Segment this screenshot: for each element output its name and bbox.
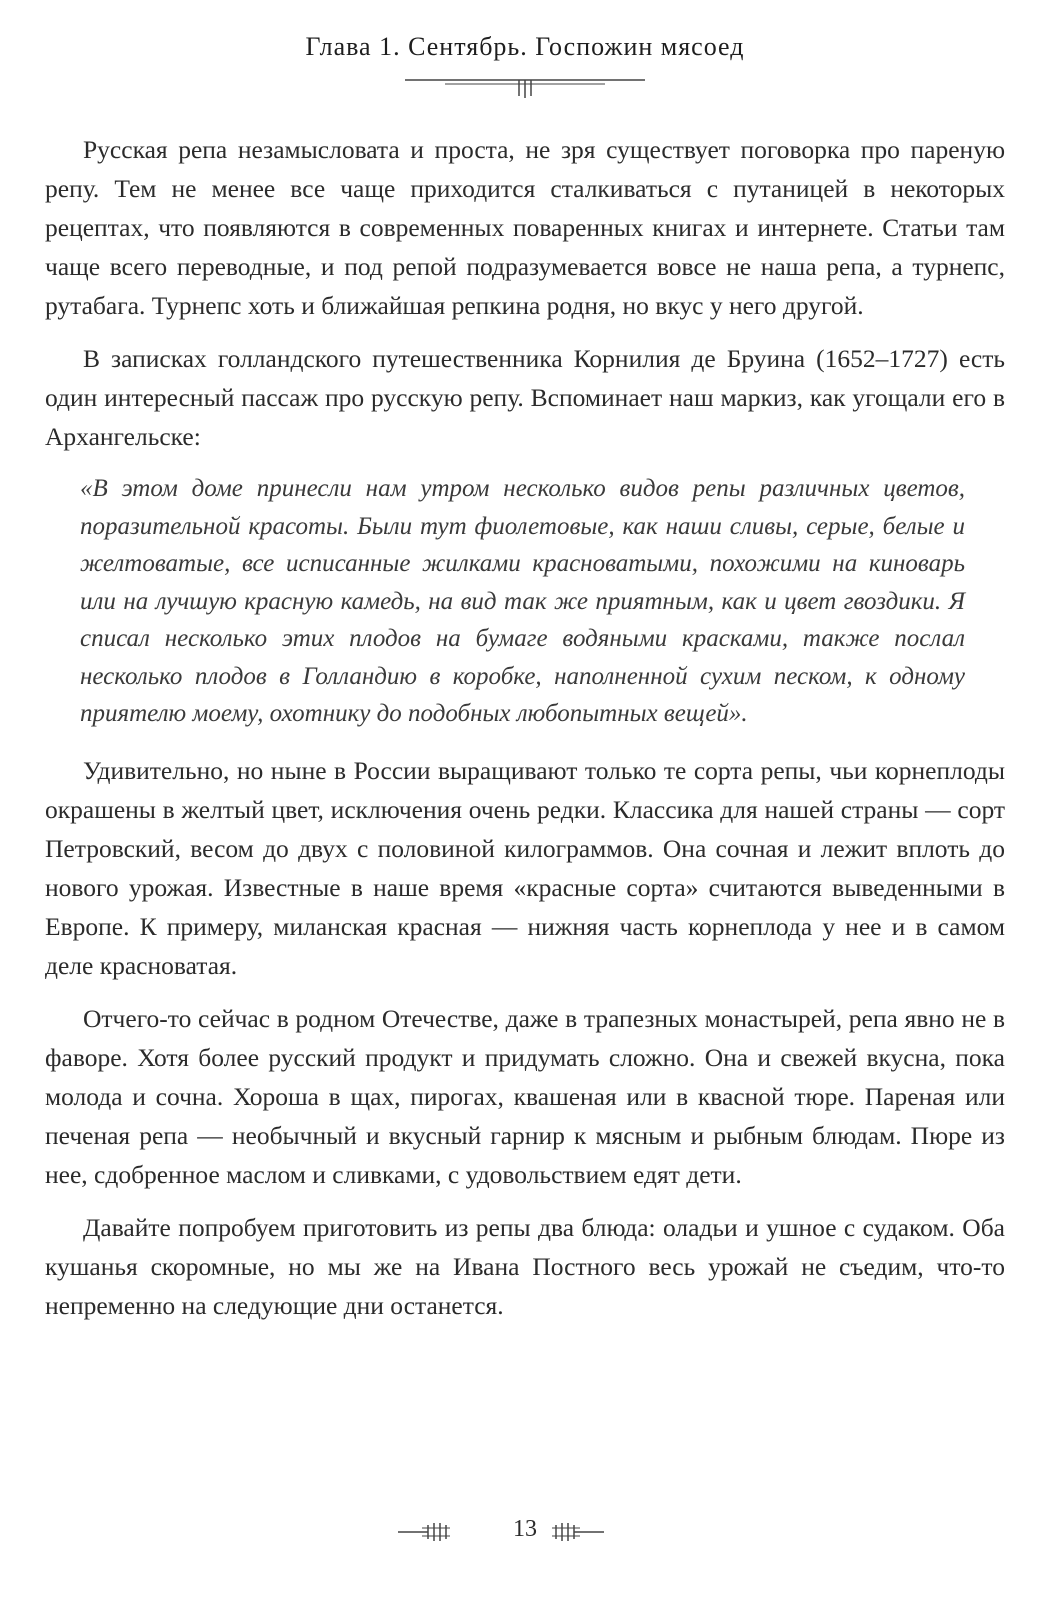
paragraph-5: Давайте попробуем приготовить из репы два блюда: оладьи и ушное с судаком. Оба кушанья скоромные, но мы же на Ивана Постного весь урожай не съедим, что-то непременно на следующие дни останется. bbox=[45, 1212, 1005, 1320]
header-ornament bbox=[405, 78, 645, 98]
page-number: 13 bbox=[513, 1516, 537, 1542]
running-head: Глава 1. Сентябрь. Госпожин мясоед bbox=[305, 32, 745, 61]
body-text bbox=[45, 130, 1005, 1339]
paragraph-1: Русская репа незамысловата и проста, не зря существует поговорка про пареную репу. Тем не менее все чаще приходится сталкиваться с путаницей в некоторых рецептах, что появляются в современных поваренных книгах и интернете. Статьи там чаще всего переводные, и под репой подразумевается вовсе не наша репа, а турнепс, рутабага. Турнепс хоть и ближайшая репкина родня, но вкус у него другой. bbox=[45, 135, 1005, 320]
paragraph-3: Удивительно, но ныне в России выращивают только те сорта репы, чьи корнеплоды окрашены в желтый цвет, исключения очень редки. Классика для нашей страны — сорт Петровский, весом до двух с половиной килограммов. Она сочная и лежит вплоть до нового урожая. Известные в наше время «красные сорта» считаются выведенными в Европе. К примеру, миланская красная — нижняя часть корнеплода у нее и в самом деле красноватая. bbox=[45, 755, 1005, 980]
paragraph-2: В записках голландского путешественника Корнилия де Бруина (1652–1727) есть один интересный пассаж про русскую репу. Вспоминает наш маркиз, как угощали его в Архангельске: bbox=[45, 344, 1005, 451]
paragraph-4: Отчего-то сейчас в родном Отечестве, даже в трапезных монастырей, репа явно не в фаворе. Хотя более русский продукт и придумать сложно. Она и свежей вкусна, пока молода и сочна. Хороша в щах, пирогах, квашеная или в квасной тюре. Пареная или печеная репа — необычный и вкусный гарнир к мясным и рыбным блюдам. Пюре из нее, сдобренное маслом и сливками, с удовольствием едят дети. bbox=[45, 1003, 1005, 1189]
footer-ornament-right bbox=[552, 1522, 604, 1542]
page-footer bbox=[0, 1512, 1050, 1552]
quotation: «В этом доме принесли нам утром несколько видов репы различных цветов, поразительной красоты. Были тут фиолетовые, как наши сливы, серые, белые и желтоватые, все исписанные жилками красноватыми, похожими на киноварь или на лучшую красную камедь, на вид так же приятным, как и цвет гвоздики. Я списал несколько этих плодов на бумаге водяными красками, также послал несколько плодов в Голландию в коробке, наполненной сухим песком, к одному приятелю моему, охотнику до подобных любопытных вещей». bbox=[80, 475, 965, 727]
